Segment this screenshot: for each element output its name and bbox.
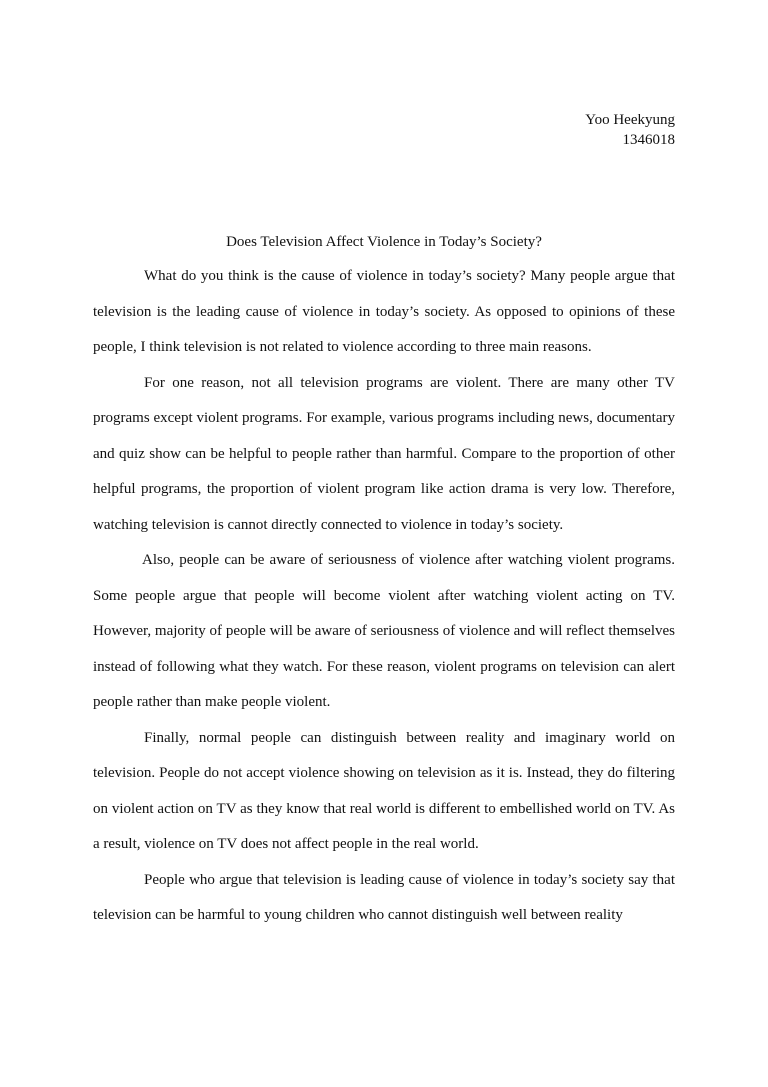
student-id: 1346018: [622, 132, 675, 148]
author-header: [585, 110, 675, 150]
paragraph-reason-three: Finally, normal people can distinguish between reality and imaginary world on television. People do not accept violence showing on television as it is. Instead, they do filtering on violent action on TV as they know that real world is different to embellished world on TV. As a result, violence on TV does not affect people in the real world.: [93, 729, 675, 852]
paragraph-intro: What do you think is the cause of violence in today’s society? Many people argue that television is the leading cause of violence in today’s society. As opposed to opinions of these people, I think television is not related to violence according to three main reasons.: [93, 268, 675, 355]
author-name: Yoo Heekyung: [585, 112, 675, 128]
essay-body: [93, 259, 675, 934]
paragraph-reason-two: Also, people can be aware of seriousness of violence after watching violent programs. Some people argue that people will become violent after watching violent acting on TV. However, majority of people will be aware of seriousness of violence and will reflect themselves instead of following what they watch. For these reason, violent programs on television can alert people rather than make people violent.: [93, 552, 675, 710]
paragraph-counterargument: People who argue that television is leading cause of violence in today’s society say that television can be harmful to young children who cannot distinguish well between reality: [93, 871, 675, 923]
paragraph-reason-one: For one reason, not all television programs are violent. There are many other TV programs except violent programs. For example, various programs including news, documentary and quiz show can be helpful to people rather than harmful. Compare to the proportion of other helpful programs, the proportion of violent program like action drama is very low. Therefore, watching television is cannot directly connected to violence in today’s society.: [93, 374, 675, 533]
essay-title: Does Television Affect Violence in Today’s Society?: [226, 234, 542, 250]
